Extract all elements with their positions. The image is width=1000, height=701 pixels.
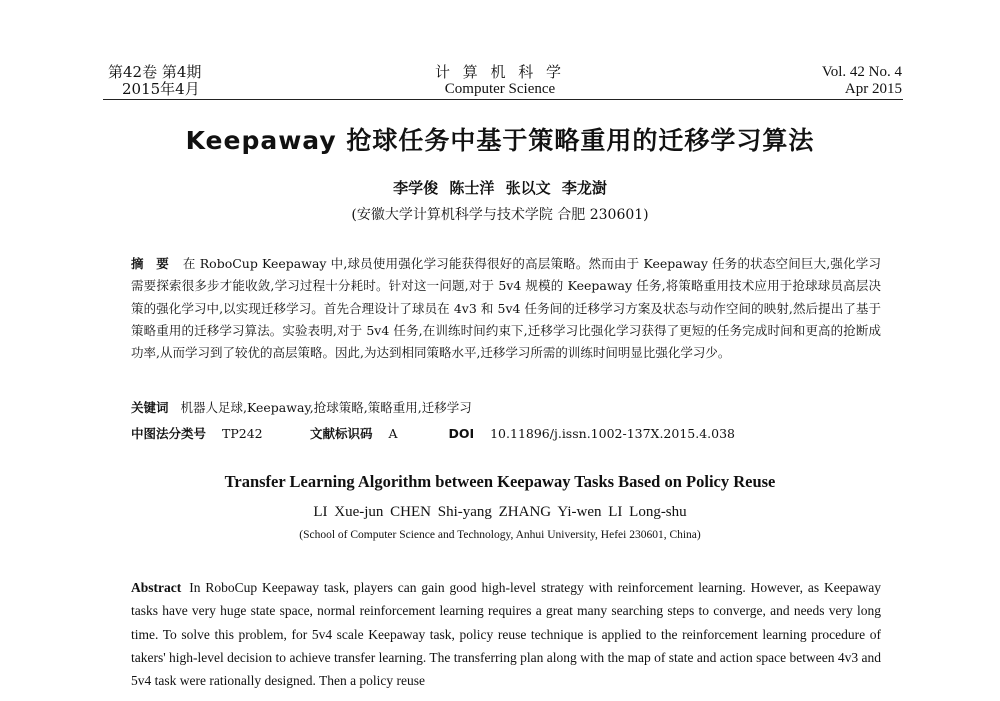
classification-line	[131, 424, 881, 442]
abstract-en-text: In RoboCup Keepaway task, players can gain good high-level strategy with reinforcement learning. However, as Keepaway tasks have very huge state space, normal reinforcement learning requires a great many searching steps to converge, and needs very long time. To solve this problem, for 5v4 scale Keepaway task, policy reuse technique is applied to the reinforcement learning procedure of takers' high-level decision to achieve transfer learning. The transferring plan along with the map of state and action space between 4v3 and 5v4 task were rationally designed. Then a policy reuse	[131, 580, 881, 689]
doc-code-label: 文献标识码	[309, 426, 373, 441]
paper-title-en: Transfer Learning Algorithm between Keepaway Tasks Based on Policy Reuse	[224, 472, 776, 491]
affiliation-en: (School of Computer Science and Technology, Anhui University, Hefei 230601, China)	[299, 529, 701, 541]
volume-issue-en: Vol. 42 No. 4	[821, 64, 902, 80]
abstract-en	[131, 576, 881, 692]
abstract-cn-text: 在 RoboCup Keepaway 中,球员使用强化学习能获得很好的高层策略。然而由于 Keepaway 任务的状态空间巨大,强化学习需要探索很多步才能收敛,学习过程十分耗时。针对这一问题,对于 5v4 规模的 Keepaway 任务,将策略重用技术应用于抢球球员高层决策的强化学习中,以实现迁移学习。首先合理设计了球员在 4v3 和 5v4 任务间的迁移学习方案及状态与动作空间的映射,然后提出了基于策略重用的迁移学习算法。实验表明,对于 5v4 任务,在训练时间约束下,迁移学习比强化学习获得了更短的任务完成时间和更高的抢断成功率,从而学习到了较优的高层策略。因此,为达到相同策略水平,迁移学习所需的训练时间明显比强化学习少。	[131, 256, 881, 361]
journal-name	[380, 64, 620, 98]
header-rule	[103, 99, 903, 100]
paper-title-cn: Keepaway 抢球任务中基于策略重用的迁移学习算法	[185, 126, 815, 155]
affiliation-cn: (安徽大学计算机科学与技术学院 合肥 230601)	[351, 207, 649, 223]
journal-volume-issue-en	[700, 64, 902, 98]
abstract-cn	[131, 253, 881, 364]
abstract-en-label: Abstract	[131, 580, 182, 595]
keywords-text: 机器人足球,Keepaway,抢球策略,策略重用,迁移学习	[180, 400, 472, 415]
doi-label: DOI	[448, 426, 475, 441]
clc-value: TP242	[222, 426, 263, 441]
authors-cn: 李学俊 陈士洋 张以文 李龙澍	[393, 179, 607, 197]
date-cn: 2015年4月	[122, 80, 200, 98]
authors-en: LI Xue-jun CHEN Shi-yang ZHANG Yi-wen LI Long-shu	[313, 504, 687, 520]
abstract-cn-label: 摘 要	[131, 256, 173, 271]
keywords-cn	[131, 398, 881, 416]
journal-name-cn: 计 算 机 科 学	[434, 63, 566, 81]
doc-code-value: A	[388, 426, 398, 441]
keywords-label: 关键词	[131, 400, 169, 415]
doi-value: 10.11896/j.issn.1002-137X.2015.4.038	[490, 426, 736, 441]
volume-issue-cn: 第42卷 第4期	[108, 63, 202, 81]
journal-volume-issue	[108, 64, 328, 98]
journal-name-en: Computer Science	[444, 81, 556, 97]
clc-label: 中图法分类号	[131, 426, 207, 441]
date-en: Apr 2015	[844, 81, 902, 97]
